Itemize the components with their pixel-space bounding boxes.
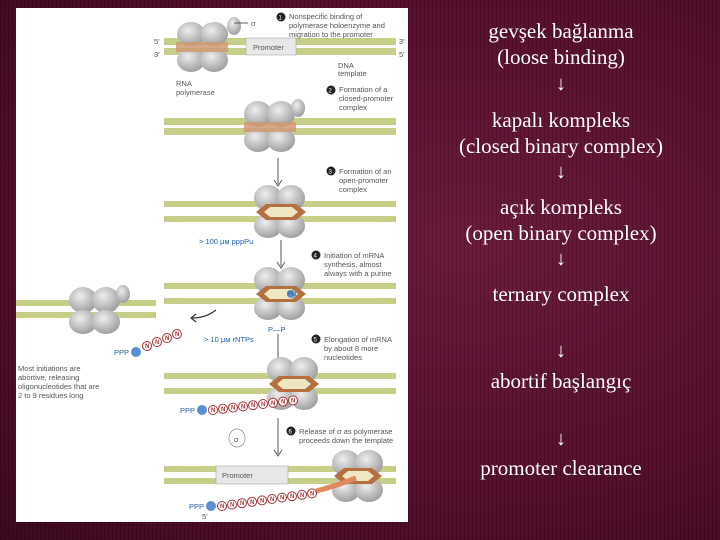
stage6-five-prime: 5′ — [202, 512, 208, 521]
stage5-n-2: N — [221, 406, 226, 413]
stage6-n-4: N — [250, 499, 255, 506]
abortive-n-3: N — [165, 336, 170, 342]
stage5-n-3: N — [231, 405, 236, 412]
stage6-n-10: N — [310, 491, 315, 498]
down-arrow-icon: ↓ — [556, 161, 566, 183]
step5-line2: by about 8 more — [324, 344, 379, 353]
step4-line2: synthesis, almost — [324, 260, 382, 269]
stage-5-line-1: abortif başlangıç — [490, 369, 632, 393]
stage6-n-5: N — [260, 498, 265, 505]
abortive-n-1: N — [145, 344, 150, 350]
step2-line2: closed-promoter — [339, 94, 394, 103]
step1-line2: polymerase holoenzyme and — [289, 21, 385, 30]
step6-line1b: proceeds down the template — [299, 436, 394, 445]
stage-3-line-2: (open binary complex) — [465, 221, 657, 245]
promoter-label: Promoter — [253, 43, 284, 52]
ppi-label: P—P — [268, 325, 286, 334]
stage6-n-9: N — [300, 492, 305, 499]
svg-text:4: 4 — [313, 253, 317, 260]
down-arrow-icon: ↓ — [556, 340, 566, 362]
stage5-n-4: N — [241, 404, 246, 411]
step5-line1: Elongation of mRNA — [324, 335, 392, 344]
stage6-ppp-label: PPP — [189, 502, 205, 511]
svg-text:1: 1 — [278, 15, 282, 22]
released-polymerase — [16, 285, 156, 334]
stage6-n-6: N — [270, 497, 275, 503]
stage6-n-7: N — [280, 495, 285, 502]
rna-polymerase-line1: RNA — [176, 79, 192, 88]
five-prime-label-right: 5′ — [399, 50, 405, 59]
three-prime-label-right: 3′ — [399, 37, 405, 46]
down-arrow-icon: ↓ — [556, 73, 566, 95]
step4-line1: Initiation of mRNA — [324, 251, 385, 260]
svg-text:3: 3 — [328, 169, 332, 176]
abortive-n-2: N — [155, 340, 160, 346]
stage6-n-2: N — [230, 502, 235, 509]
abortive-note-line3: oligonucleotides that are — [18, 382, 100, 391]
step2-line1: Formation of a — [339, 85, 388, 94]
stage5-rna-chain — [197, 396, 298, 415]
stage5-n-5: N — [251, 403, 256, 410]
svg-text:6: 6 — [288, 429, 292, 436]
step6-line1: Release of σ as polymerase — [299, 427, 393, 436]
step4-line3: always with a purine — [324, 269, 392, 278]
stage5-n-1: N — [211, 408, 216, 414]
rna-polymerase-line2: polymerase — [176, 88, 215, 97]
stage-1-line-1: gevşek bağlanma — [488, 19, 634, 43]
stage-2-line-1: kapalı kompleks — [491, 108, 631, 132]
transcription-initiation-figure — [16, 8, 408, 522]
promoter-label-stage6: Promoter — [222, 471, 253, 480]
stage6-rna-chain — [206, 489, 317, 511]
stage-4-line-1: ternary complex — [492, 282, 630, 306]
stage5-n-7: N — [271, 400, 276, 407]
stage6-n-3: N — [240, 501, 245, 508]
stage5-n-6: N — [261, 402, 266, 408]
svg-text:2: 2 — [328, 88, 332, 95]
stage5-n-9: N — [291, 398, 296, 405]
abortive-note-line1: Most initiations are — [18, 364, 81, 373]
stage-6-line-1: promoter clearance — [480, 456, 642, 480]
released-sigma-label: σ — [234, 435, 239, 444]
step3-line3: complex — [339, 185, 367, 194]
down-arrow-icon: ↓ — [556, 428, 566, 450]
figure-drawing — [16, 8, 408, 522]
down-arrow-icon: ↓ — [556, 248, 566, 270]
five-prime-label: 5′ — [154, 37, 160, 46]
three-prime-label: 3′ — [154, 50, 160, 59]
abortive-n-4: N — [175, 332, 180, 338]
rntps-concentration: > 10 μм rNTPs — [204, 335, 254, 344]
stage5-ppp-label: PPP — [180, 406, 196, 415]
step2-line3: complex — [339, 103, 367, 112]
abortive-note-line2: abortive, releasing — [18, 373, 80, 382]
abortive-ppp-label: PPP — [114, 348, 130, 357]
abortive-note-line4: 2 to 9 residues long — [18, 391, 84, 400]
stage6-n-8: N — [290, 494, 295, 501]
stage6-n-1: N — [220, 504, 225, 510]
pppu-concentration: > 100 μм pppPu — [199, 237, 254, 246]
stage-1-line-2: (loose binding) — [497, 45, 625, 69]
svg-text:5: 5 — [313, 337, 317, 344]
sigma-label: σ — [251, 19, 256, 28]
pu-label: Pu — [287, 289, 297, 298]
step1-line3: migration to the promoter — [289, 30, 373, 39]
step3-line1: Formation of an — [339, 167, 392, 176]
stage-2-line-2: (closed binary complex) — [458, 134, 664, 158]
step1-line1: Nonspecific binding of — [289, 12, 363, 21]
step5-line3: nucleotides — [324, 353, 362, 362]
stage5-n-8: N — [281, 399, 286, 406]
stage-3-line-1: açık kompleks — [500, 195, 622, 219]
dna-template-line1: DNA — [338, 61, 354, 70]
step3-line2: open-promoter — [339, 176, 389, 185]
dna-template-line2: template — [338, 69, 367, 78]
